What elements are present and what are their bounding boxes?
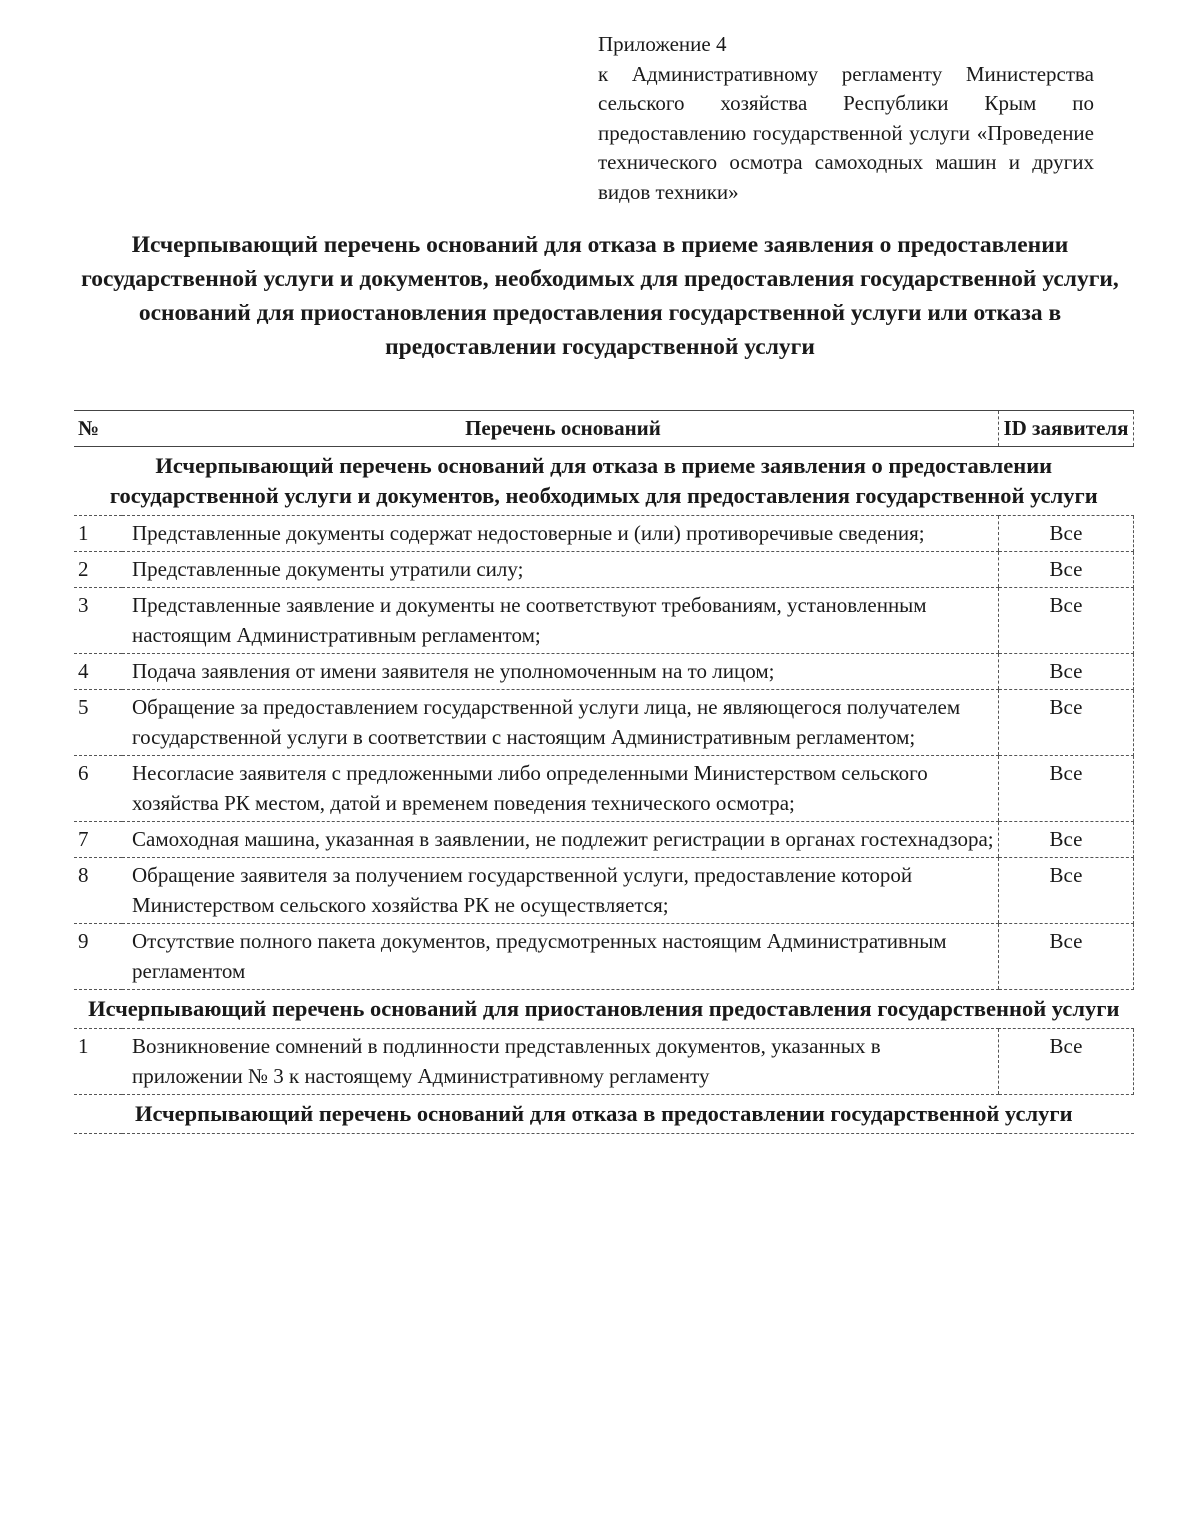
row-applicant: Все xyxy=(999,516,1134,552)
annex-number: Приложение 4 xyxy=(598,32,727,56)
table-row xyxy=(74,690,1134,756)
row-number: 2 xyxy=(74,552,122,588)
row-number: 7 xyxy=(74,822,122,858)
table-row xyxy=(74,1029,1134,1095)
row-number: 4 xyxy=(74,654,122,690)
row-applicant: Все xyxy=(999,552,1134,588)
row-ground-text: Представленные документы содержат недостоверные и (или) противоречивые сведения; xyxy=(122,516,999,552)
row-ground-text: Самоходная машина, указанная в заявлении, не подлежит регистрации в органах гостехнадзора; xyxy=(122,822,999,858)
row-ground-text: Обращение заявителя за получением государственной услуги, предоставление которой Министерством сельского хозяйства РК не осуществляется; xyxy=(122,858,999,924)
header-number: № xyxy=(74,411,122,447)
section-heading-row xyxy=(74,1095,1134,1134)
row-applicant: Все xyxy=(999,1029,1134,1095)
section-1-title: Исчерпывающий перечень оснований для отказа в приеме заявления о предоставлении государственной услуги и документов, необходимых для предоставления государственной услуги xyxy=(74,447,1134,516)
row-ground-text: Несогласие заявителя с предложенными либо определенными Министерством сельского хозяйства РК местом, датой и временем поведения технического осмотра; xyxy=(122,756,999,822)
table-row xyxy=(74,756,1134,822)
row-number: 6 xyxy=(74,756,122,822)
row-ground-text: Представленные заявление и документы не соответствуют требованиям, установленным настоящим Административным регламентом; xyxy=(122,588,999,654)
annex-block xyxy=(598,30,1094,207)
document-title: Исчерпывающий перечень оснований для отказа в приеме заявления о предоставлении государственной услуги и документов, необходимых для предоставления государственной услуги, оснований для приостановления предоставления государственной услуги или отказа в предоставлении государственной услуги xyxy=(81,232,1119,360)
row-ground-text: Обращение за предоставлением государственной услуги лица, не являющегося получателем государственной услуги в соответствии с настоящим Административным регламентом; xyxy=(122,690,999,756)
section-2-title: Исчерпывающий перечень оснований для приостановления предоставления государственной услуги xyxy=(74,990,1134,1029)
row-number: 5 xyxy=(74,690,122,756)
row-applicant: Все xyxy=(999,654,1134,690)
row-number: 8 xyxy=(74,858,122,924)
row-applicant: Все xyxy=(999,924,1134,990)
section-heading-row xyxy=(74,447,1134,516)
row-ground-text: Подача заявления от имени заявителя не уполномоченным на то лицом; xyxy=(122,654,999,690)
row-applicant: Все xyxy=(999,588,1134,654)
row-applicant: Все xyxy=(999,690,1134,756)
grounds-table xyxy=(74,410,1134,1134)
row-number: 3 xyxy=(74,588,122,654)
row-applicant: Все xyxy=(999,858,1134,924)
row-number: 9 xyxy=(74,924,122,990)
section-3-title: Исчерпывающий перечень оснований для отказа в предоставлении государственной услуги xyxy=(74,1095,1134,1134)
table-row xyxy=(74,858,1134,924)
header-applicant-id: ID заявителя xyxy=(999,411,1134,447)
row-ground-text: Отсутствие полного пакета документов, предусмотренных настоящим Административным регламентом xyxy=(122,924,999,990)
row-ground-text: Представленные документы утратили силу; xyxy=(122,552,999,588)
table-row xyxy=(74,588,1134,654)
table-row xyxy=(74,516,1134,552)
row-ground-text: Возникновение сомнений в подлинности представленных документов, указанных в приложении № 3 к настоящему Административному регламенту xyxy=(122,1029,999,1095)
section-heading-row xyxy=(74,990,1134,1029)
table-row xyxy=(74,552,1134,588)
table-header-row xyxy=(74,411,1134,447)
header-grounds: Перечень оснований xyxy=(122,411,999,447)
table-row xyxy=(74,654,1134,690)
table-row xyxy=(74,924,1134,990)
annex-reference: к Административному регламенту Министерства сельского хозяйства Республики Крым по предоставлению государственной услуги «Проведение технического осмотра самоходных машин и других видов техники» xyxy=(598,61,1094,204)
table-row xyxy=(74,822,1134,858)
row-applicant: Все xyxy=(999,822,1134,858)
row-number: 1 xyxy=(74,1029,122,1095)
row-number: 1 xyxy=(74,516,122,552)
row-applicant: Все xyxy=(999,756,1134,822)
